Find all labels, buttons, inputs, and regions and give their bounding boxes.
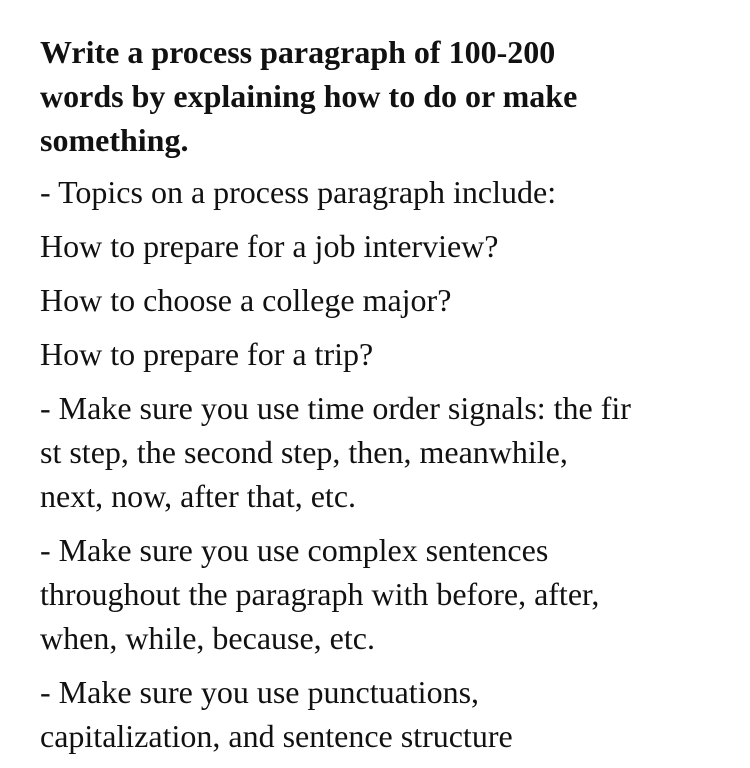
instruction-line: throughout the paragraph with before, after, (40, 576, 600, 612)
assignment-heading (40, 30, 710, 162)
instruction-line: - Make sure you use punctuations, (40, 674, 480, 710)
topic-item: How to prepare for a job interview? (40, 228, 499, 264)
instruction-line: st step, the second step, then, meanwhile, (40, 434, 568, 470)
complex-sentences-instruction (40, 528, 710, 660)
topic-item: How to prepare for a trip? (40, 336, 374, 372)
heading-line: Write a process paragraph of 100-200 (40, 34, 556, 70)
heading-line: words by explaining how to do or make (40, 78, 578, 114)
instruction-line: next, now, after that, etc. (40, 478, 357, 514)
assignment-document (40, 30, 710, 768)
heading-line: something. (40, 122, 189, 158)
instruction-line: capitalization, and sentence structure (40, 718, 513, 754)
punctuation-instruction (40, 670, 710, 758)
instruction-line: - Make sure you use time order signals: the fir (40, 390, 631, 426)
instruction-line: - Make sure you use complex sentences (40, 532, 549, 568)
topic-item: How to choose a college major? (40, 282, 452, 318)
time-order-instruction (40, 386, 710, 518)
instruction-line: when, while, because, etc. (40, 620, 375, 656)
topics-intro: - Topics on a process paragraph include: (40, 174, 557, 210)
